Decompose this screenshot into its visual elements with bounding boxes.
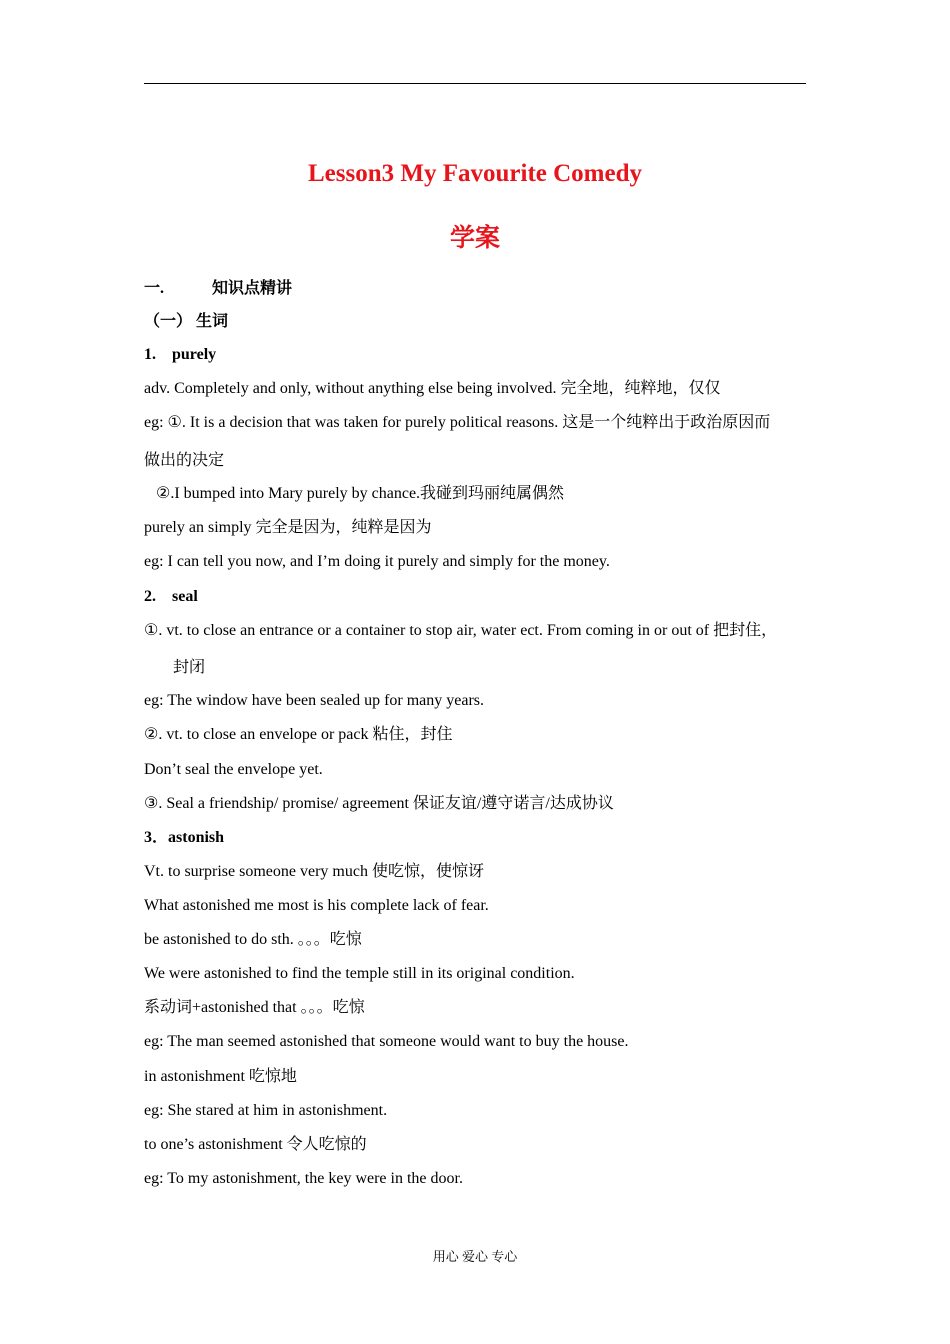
text-line: ②. vt. to close an envelope or pack 粘住，封住 bbox=[144, 726, 453, 743]
text-line: eg: To my astonishment, the key were in the door. bbox=[144, 1170, 463, 1187]
text-line: be astonished to do sth. 。。。吃惊 bbox=[144, 931, 362, 948]
text-line: ③. Seal a friendship/ promise/ agreement 保证友谊/遵守诺言/达成协议 bbox=[144, 795, 614, 812]
document-subtitle: 学案 bbox=[449, 225, 500, 252]
section-marker: 一. bbox=[144, 280, 165, 297]
word-heading-astonish bbox=[144, 828, 224, 848]
section-heading bbox=[144, 279, 292, 299]
text-line: What astonished me most is his complete lack of fear. bbox=[144, 897, 489, 914]
text-line: in astonishment 吃惊地 bbox=[144, 1068, 297, 1085]
word-number: 1. bbox=[144, 346, 156, 363]
text-line: eg: The window have been sealed up for many years. bbox=[144, 692, 485, 709]
text-line: eg: ①. It is a decision that was taken for purely political reasons. 这是一个纯粹出于政治原因而 bbox=[144, 414, 771, 431]
page-footer: 用心 爱心 专心 bbox=[432, 1249, 518, 1264]
word-heading-purely bbox=[144, 345, 216, 365]
text-line: eg: The man seemed astonished that someone would want to buy the house. bbox=[144, 1033, 629, 1050]
word-title: seal bbox=[172, 588, 198, 605]
text-line: eg: I can tell you now, and I’m doing it purely and simply for the money. bbox=[144, 553, 610, 570]
subsection-heading: （一） 生词 bbox=[144, 313, 229, 330]
word-heading-seal bbox=[144, 587, 198, 607]
word-number: 2. bbox=[144, 588, 156, 605]
text-line: 做出的决定 bbox=[144, 452, 225, 469]
text-line: to one’s astonishment 令人吃惊的 bbox=[144, 1136, 367, 1153]
text-line: eg: She stared at him in astonishment. bbox=[144, 1102, 388, 1119]
word-title: purely bbox=[172, 346, 217, 363]
text-line: 封闭 bbox=[173, 659, 206, 676]
text-line: Don’t seal the envelope yet. bbox=[144, 761, 323, 778]
text-line: We were astonished to find the temple still in its original condition. bbox=[144, 965, 575, 982]
header-rule bbox=[144, 83, 806, 84]
text-line: ①. vt. to close an entrance or a container to stop air, water ect. From coming in or out of 把封住， bbox=[144, 622, 778, 639]
text-line: Vt. to surprise someone very much 使吃惊，使惊讶 bbox=[144, 863, 484, 880]
document-title: Lesson3 My Favourite Comedy bbox=[308, 160, 642, 187]
text-line: adv. Completely and only, without anything else being involved. 完全地，纯粹地，仅仅 bbox=[144, 380, 721, 397]
section-label: 知识点精讲 bbox=[212, 280, 293, 297]
word-title: astonish bbox=[168, 829, 225, 846]
text-line: purely an simply 完全是因为，纯粹是因为 bbox=[144, 519, 432, 536]
word-number: 3． bbox=[144, 829, 169, 846]
text-line: 系动词+astonished that 。。。吃惊 bbox=[144, 999, 365, 1016]
text-line: ②.I bumped into Mary purely by chance.我碰到玛丽纯属偶然 bbox=[156, 485, 565, 502]
